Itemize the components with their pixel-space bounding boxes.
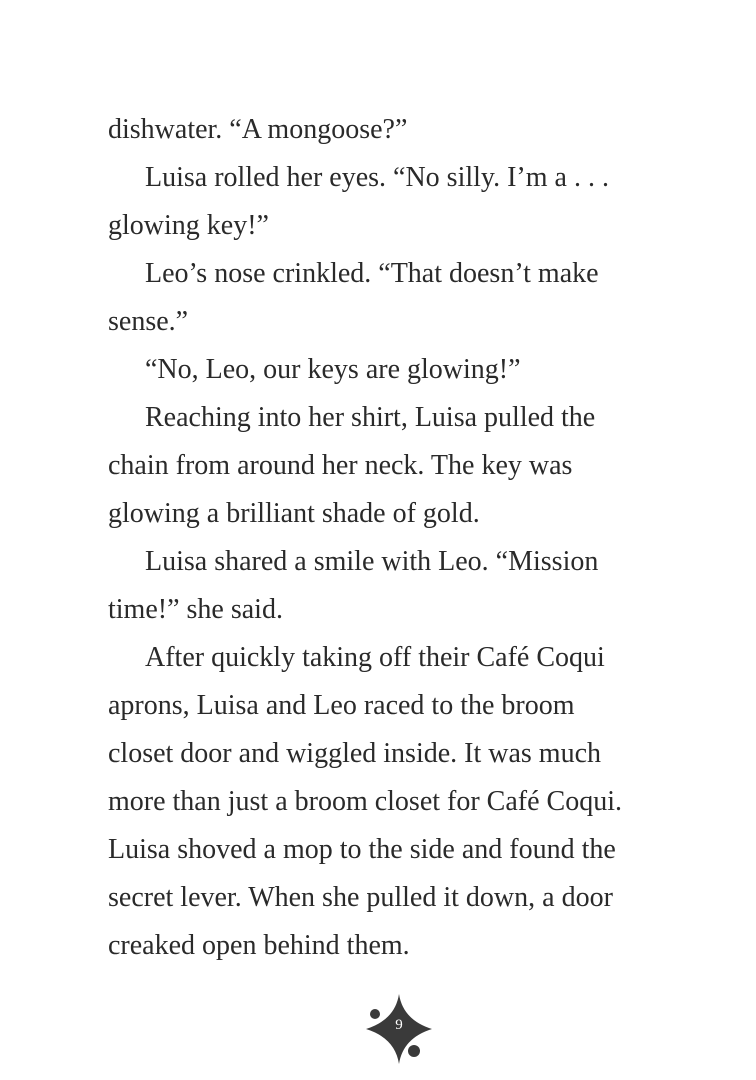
text-line-16: Luisa shoved a mop to the side and found the (108, 834, 616, 865)
text-line-2: Luisa rolled her eyes. “No silly. I’m a . . . (145, 162, 609, 193)
text-line-18: creaked open behind them. (108, 930, 410, 961)
text-line-9: glowing a brilliant shade of gold. (108, 498, 480, 529)
ornament-dot-right (408, 1045, 420, 1057)
text-line-7: Reaching into her shirt, Luisa pulled the (145, 402, 596, 433)
text-line-8: chain from around her neck. The key was (108, 450, 573, 481)
text-line-12: After quickly taking off their Café Coqui (145, 642, 605, 673)
text-line-4: Leo’s nose crinkled. “That doesn’t make (145, 258, 599, 289)
page-number: 9 (395, 1017, 403, 1033)
text-line-10: Luisa shared a smile with Leo. “Mission (145, 546, 599, 577)
page-number-ornament (366, 994, 432, 1064)
text-line-1: dishwater. “A mongoose?” (108, 114, 408, 145)
text-line-17: secret lever. When she pulled it down, a door (108, 882, 613, 913)
text-line-13: aprons, Luisa and Leo raced to the broom (108, 690, 575, 721)
text-line-5: sense.” (108, 306, 189, 337)
text-line-14: closet door and wiggled inside. It was much (108, 738, 602, 769)
text-line-11: time!” she said. (108, 594, 283, 625)
body-text (108, 106, 688, 970)
text-line-6: “No, Leo, our keys are glowing!” (145, 354, 521, 385)
text-line-3: glowing key!” (108, 210, 269, 241)
text-line-15: more than just a broom closet for Café Coqui. (108, 786, 622, 817)
